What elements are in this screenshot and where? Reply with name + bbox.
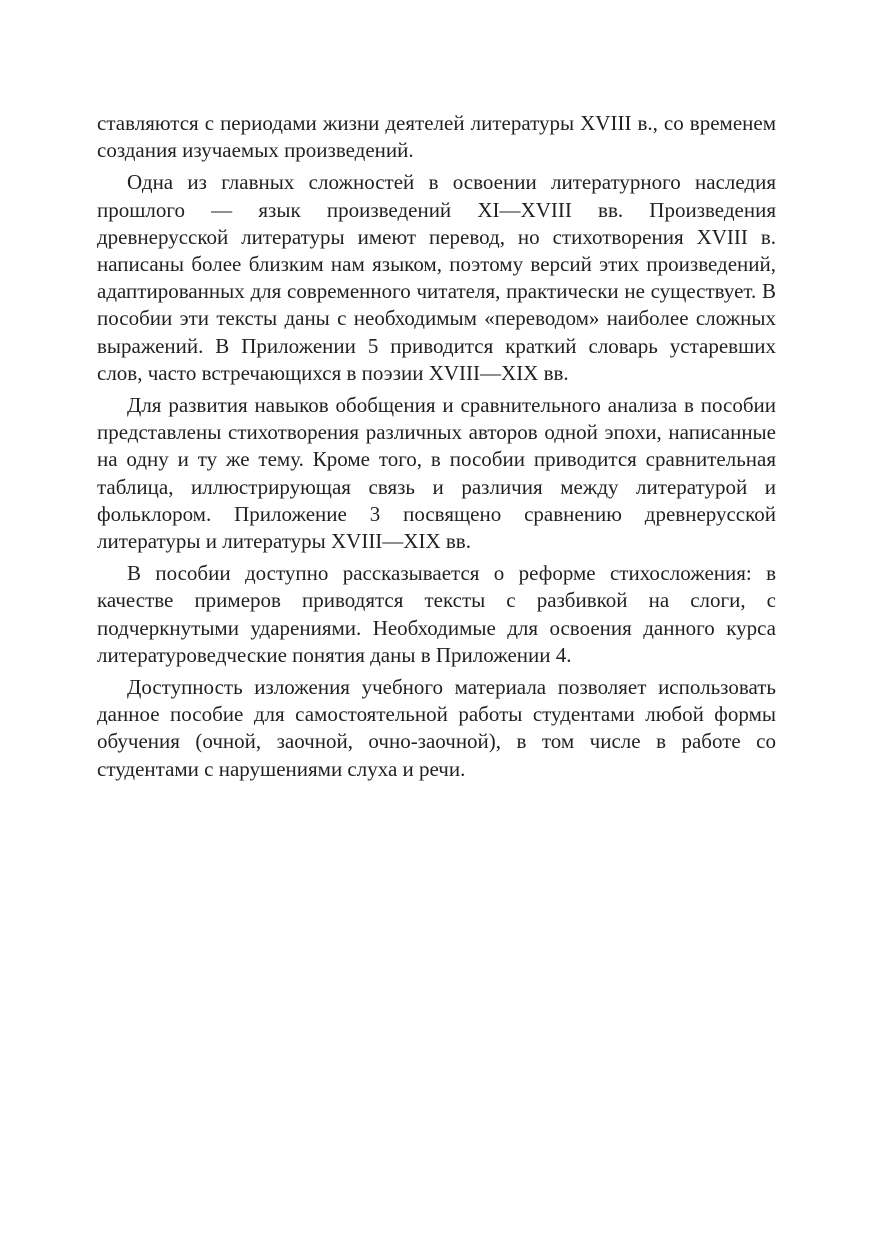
paragraph-versification-reform: В пособии доступно рассказывается о реформе стихосложения: в качестве примеров приводятся тексты с разбивкой на слоги, с подчеркнутыми ударениями. Необходимые для освоения данного курса литературоведческие понятия даны в Приложении 4. [97, 561, 776, 667]
body-text [97, 110, 776, 783]
paragraph-continued: ставляются с периодами жизни деятелей литературы XVIII в., со временем создания изучаемых произведений. [97, 111, 776, 163]
paragraph-language-difficulty: Одна из главных сложностей в освоении литературного наследия прошлого — язык произведений XI—XVIII вв. Произведения древнерусской литературы имеют перевод, но стихотворения XVIII в. написаны более близким нам языком, поэтому версий этих произведений, адаптированных для современного читателя, практически не существует. В пособии эти тексты даны с необходимым «переводом» наиболее сложных выражений. В Приложении 5 приводится краткий словарь устаревших слов, часто встречающихся в поэзии XVIII—XIX вв. [97, 170, 776, 385]
paragraph-accessibility: Доступность изложения учебного материала позволяет использовать данное пособие для самостоятельной работы студентами любой формы обучения (очной, заочной, очно-заочной), в том числе в работе со студентами с нарушениями слуха и речи. [97, 675, 776, 781]
paragraph-comparative-analysis: Для развития навыков обобщения и сравнительного анализа в пособии представлены стихотворения различных авторов одной эпохи, написанные на одну и ту же тему. Кроме того, в пособии приводится сравнительная таблица, иллюстрирующая связь и различия между литературой и фольклором. Приложение 3 посвящено сравнению древнерусской литературы и литературы XVIII—XIX вв. [97, 393, 776, 554]
